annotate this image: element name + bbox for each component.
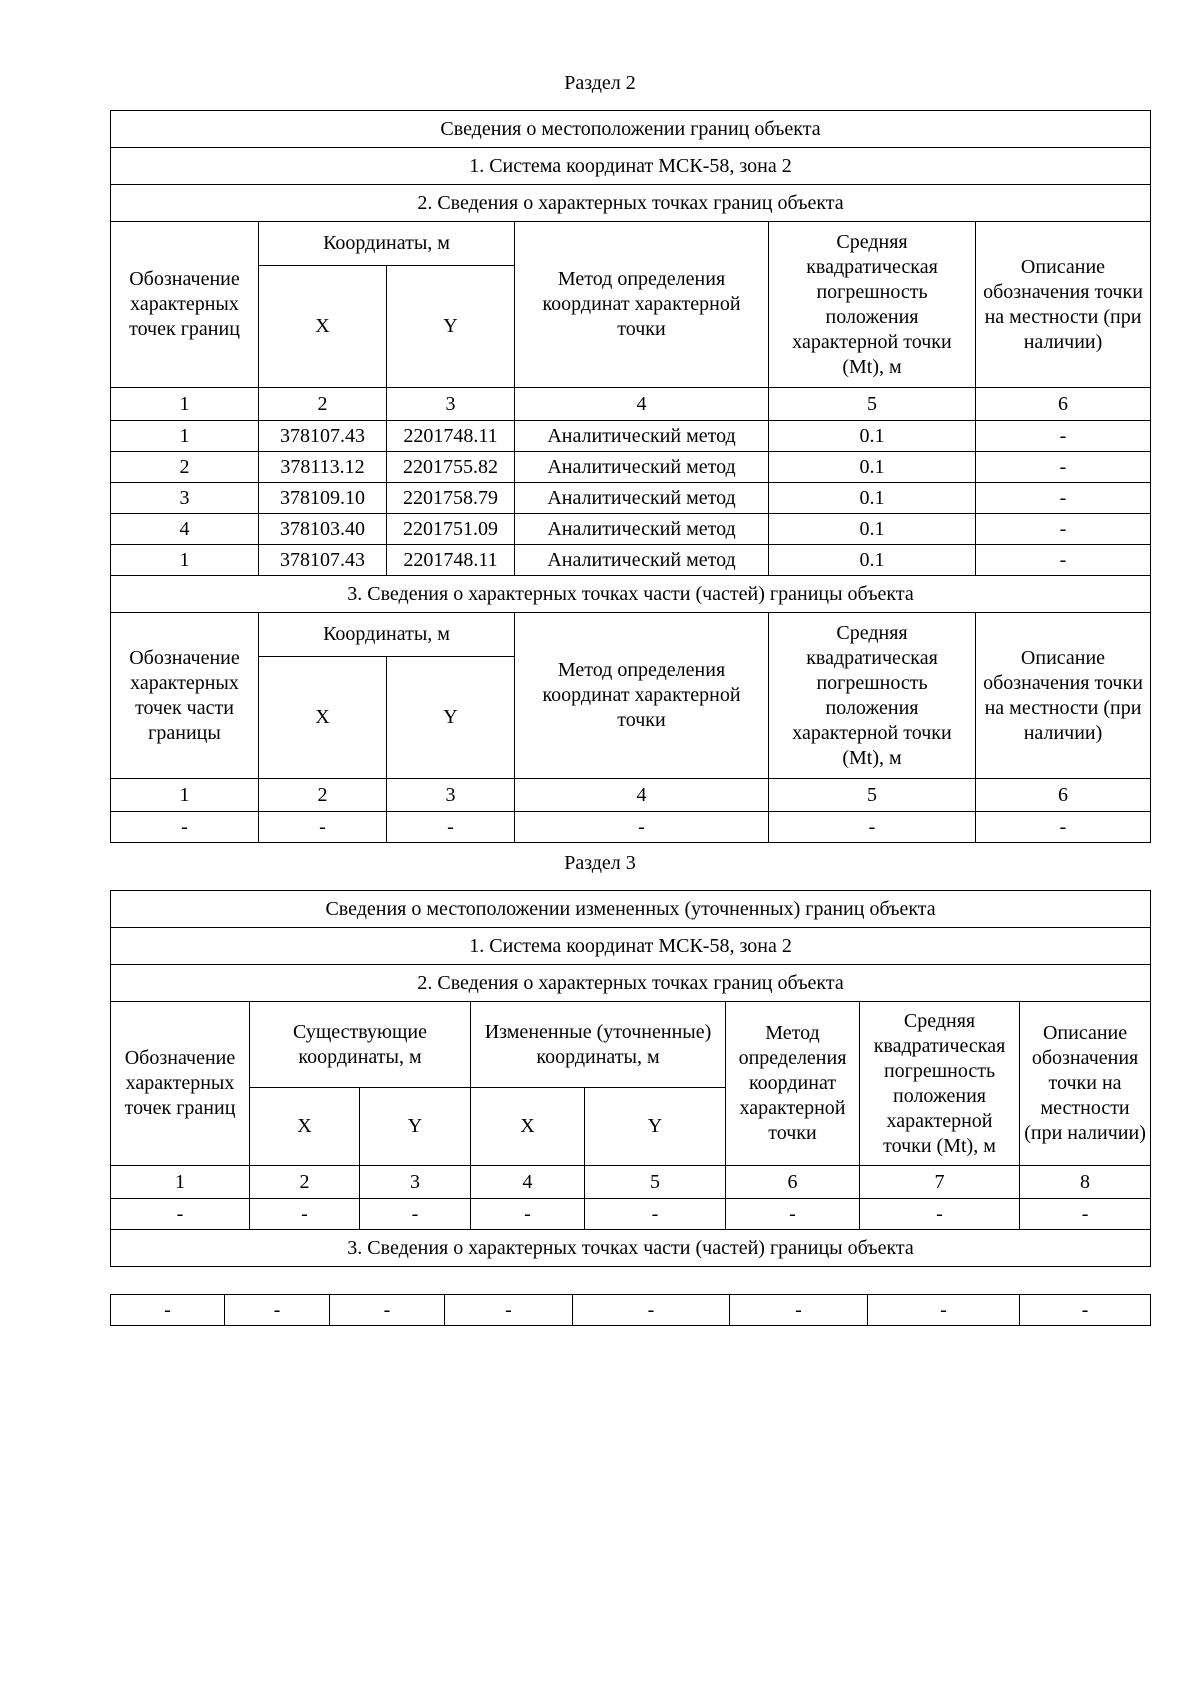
- section-3-part-heading: 3. Сведения о характерных точках части (частей) границы объекта: [111, 1230, 1151, 1267]
- column-number: 1: [111, 388, 259, 421]
- section-3-coord-system-row: [111, 928, 1151, 965]
- point-id: 2: [111, 452, 259, 483]
- section-2-heading-row: [111, 111, 1151, 148]
- point-x: 378107.43: [259, 421, 387, 452]
- point-mt: 0.1: [769, 452, 976, 483]
- point-id: 1: [111, 545, 259, 576]
- point-y: 2201748.11: [387, 545, 515, 576]
- part-header-method: Метод определения координат характерной точки: [515, 613, 769, 779]
- header-existing-x: X: [250, 1088, 360, 1166]
- section-3-title: Раздел 3: [564, 852, 636, 874]
- section-2-coord-system-row: [111, 148, 1151, 185]
- section-3-heading: Сведения о местоположении измененных (уточненных) границ объекта: [111, 891, 1151, 928]
- column-number: 7: [860, 1166, 1020, 1199]
- part-header-coords: Координаты, м: [259, 613, 515, 657]
- empty-cell: -: [250, 1199, 360, 1230]
- point-id: 1: [111, 421, 259, 452]
- table-row: [111, 1295, 1151, 1326]
- empty-cell: -: [860, 1199, 1020, 1230]
- part-header-x: X: [259, 657, 387, 779]
- header-changed-coords: Измененные (уточненные) координаты, м: [471, 1002, 726, 1088]
- column-number: 5: [585, 1166, 726, 1199]
- column-number: 6: [976, 388, 1151, 421]
- point-x: 378107.43: [259, 545, 387, 576]
- header-x: X: [259, 266, 387, 388]
- header-existing-y: Y: [360, 1088, 471, 1166]
- point-x: 378113.12: [259, 452, 387, 483]
- point-x: 378109.10: [259, 483, 387, 514]
- empty-cell: -: [726, 1199, 860, 1230]
- point-y: 2201748.11: [387, 421, 515, 452]
- column-number: 2: [250, 1166, 360, 1199]
- column-number: 3: [360, 1166, 471, 1199]
- table-row: [111, 812, 1151, 843]
- header-designation: Обозначение характерных точек границ: [111, 1002, 250, 1166]
- header-changed-x: X: [471, 1088, 585, 1166]
- point-method: Аналитический метод: [515, 452, 769, 483]
- point-method: Аналитический метод: [515, 545, 769, 576]
- point-description: -: [976, 452, 1151, 483]
- part-header-description: Описание обозначения точки на местности (при наличии): [976, 613, 1151, 779]
- part-header-error: Средняя квадратическая погрешность положения характерной точки (Mt), м: [769, 613, 976, 779]
- section-3-table: [110, 890, 1151, 1267]
- column-number: 4: [515, 388, 769, 421]
- section-3-coord-system: 1. Система координат МСК-58, зона 2: [111, 928, 1151, 965]
- point-method: Аналитический метод: [515, 421, 769, 452]
- point-description: -: [976, 514, 1151, 545]
- point-mt: 0.1: [769, 483, 976, 514]
- empty-cell: -: [111, 1295, 225, 1326]
- empty-cell: -: [585, 1199, 726, 1230]
- header-changed-y: Y: [585, 1088, 726, 1166]
- empty-cell: -: [1020, 1199, 1151, 1230]
- table-row: [111, 1199, 1151, 1230]
- empty-cell: -: [259, 812, 387, 843]
- empty-cell: -: [111, 1199, 250, 1230]
- section-2-coord-system: 1. Система координат МСК-58, зона 2: [111, 148, 1151, 185]
- part-column-number-row: [111, 779, 1151, 812]
- header-designation: Обозначение характерных точек границ: [111, 222, 259, 388]
- empty-cell: -: [573, 1295, 730, 1326]
- header-description: Описание обозначения точки на местности (при наличии): [976, 222, 1151, 388]
- column-number: 2: [259, 388, 387, 421]
- section-3-heading-row: [111, 891, 1151, 928]
- column-number: 5: [769, 388, 976, 421]
- point-id: 3: [111, 483, 259, 514]
- column-number: 4: [471, 1166, 585, 1199]
- column-number: 3: [387, 779, 515, 812]
- table-row: [111, 421, 1151, 452]
- section-2-heading: Сведения о местоположении границ объекта: [111, 111, 1151, 148]
- header-coords: Координаты, м: [259, 222, 515, 266]
- header-error: Средняя квадратическая погрешность положения характерной точки (Mt), м: [769, 222, 976, 388]
- table-row: [111, 483, 1151, 514]
- column-number: 6: [726, 1166, 860, 1199]
- empty-cell: -: [225, 1295, 330, 1326]
- column-number: 6: [976, 779, 1151, 812]
- section-2-part-header-row: [111, 613, 1151, 657]
- column-number: 1: [111, 779, 259, 812]
- empty-cell: -: [730, 1295, 868, 1326]
- header-method: Метод определения координат характерной точки: [515, 222, 769, 388]
- point-y: 2201751.09: [387, 514, 515, 545]
- section-2-table: [110, 110, 1151, 843]
- section-3-header-row: [111, 1002, 1151, 1088]
- point-mt: 0.1: [769, 421, 976, 452]
- point-x: 378103.40: [259, 514, 387, 545]
- column-number: 3: [387, 388, 515, 421]
- section-2-title: Раздел 2: [564, 72, 636, 94]
- point-method: Аналитический метод: [515, 514, 769, 545]
- header-method: Метод определения координат характерной точки: [726, 1002, 860, 1166]
- point-method: Аналитический метод: [515, 483, 769, 514]
- column-number: 8: [1020, 1166, 1151, 1199]
- section-3-column-number-row: [111, 1166, 1151, 1199]
- table-row: [111, 514, 1151, 545]
- header-error: Средняя квадратическая погрешность положения характерной точки (Mt), м: [860, 1002, 1020, 1166]
- section-3-part-table: [110, 1294, 1151, 1326]
- empty-cell: -: [360, 1199, 471, 1230]
- section-2-part-heading-row: [111, 576, 1151, 613]
- point-description: -: [976, 483, 1151, 514]
- point-y: 2201758.79: [387, 483, 515, 514]
- empty-cell: -: [111, 812, 259, 843]
- header-existing-coords: Существующие координаты, м: [250, 1002, 471, 1088]
- point-mt: 0.1: [769, 514, 976, 545]
- section-2-points-heading-row: [111, 185, 1151, 222]
- header-y: Y: [387, 266, 515, 388]
- section-3-points-heading-row: [111, 965, 1151, 1002]
- empty-cell: -: [515, 812, 769, 843]
- point-mt: 0.1: [769, 545, 976, 576]
- column-number: 4: [515, 779, 769, 812]
- empty-cell: -: [976, 812, 1151, 843]
- empty-cell: -: [471, 1199, 585, 1230]
- column-number: 5: [769, 779, 976, 812]
- section-3-part-heading-row: [111, 1230, 1151, 1267]
- table-row: [111, 452, 1151, 483]
- section-2-points-heading: 2. Сведения о характерных точках границ объекта: [111, 185, 1151, 222]
- column-number: 2: [259, 779, 387, 812]
- point-description: -: [976, 545, 1151, 576]
- part-header-y: Y: [387, 657, 515, 779]
- column-number: 1: [111, 1166, 250, 1199]
- section-2-part-heading: 3. Сведения о характерных точках части (частей) границы объекта: [111, 576, 1151, 613]
- empty-cell: -: [1020, 1295, 1151, 1326]
- empty-cell: -: [445, 1295, 573, 1326]
- part-header-designation: Обозначение характерных точек части границы: [111, 613, 259, 779]
- table-row: [111, 545, 1151, 576]
- column-number-row: [111, 388, 1151, 421]
- point-description: -: [976, 421, 1151, 452]
- section-2-header-row: [111, 222, 1151, 266]
- empty-cell: -: [769, 812, 976, 843]
- header-description: Описание обозначения точки на местности (при наличии): [1020, 1002, 1151, 1166]
- empty-cell: -: [330, 1295, 445, 1326]
- section-3-points-heading: 2. Сведения о характерных точках границ объекта: [111, 965, 1151, 1002]
- point-id: 4: [111, 514, 259, 545]
- empty-cell: -: [868, 1295, 1020, 1326]
- point-y: 2201755.82: [387, 452, 515, 483]
- empty-cell: -: [387, 812, 515, 843]
